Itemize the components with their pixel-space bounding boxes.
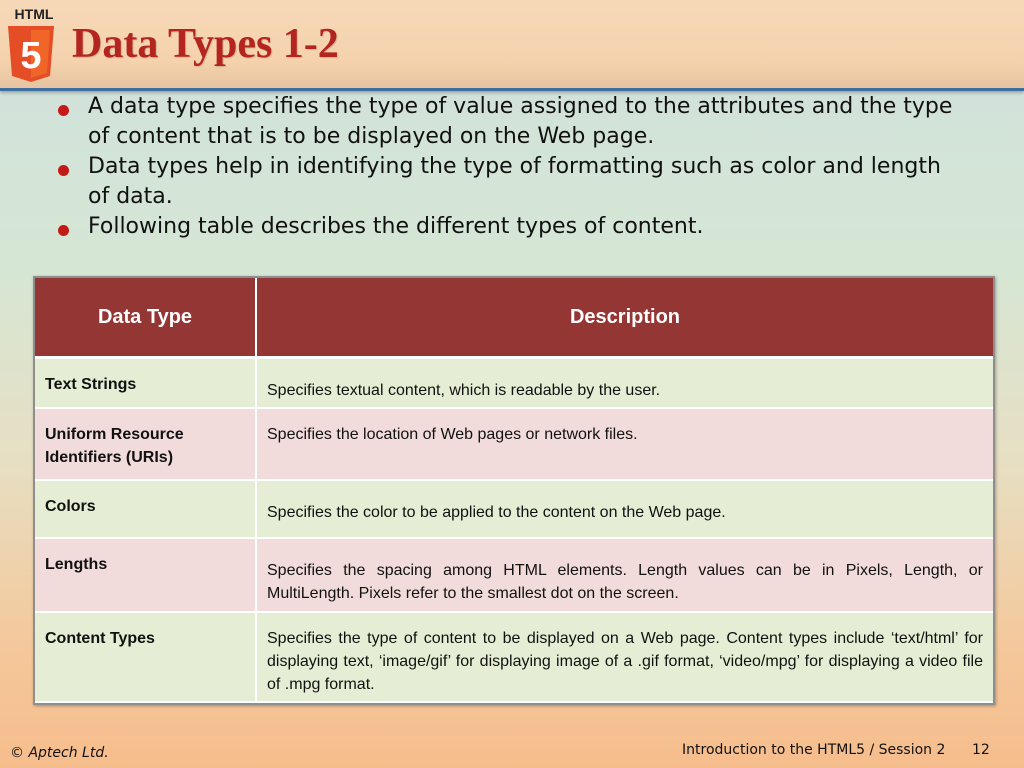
copyright-text: © Aptech Ltd. — [10, 745, 109, 761]
bullet-item — [56, 152, 956, 212]
description-cell: Specifies the location of Web pages or network files. — [256, 408, 993, 480]
description-cell: Specifies the spacing among HTML elements. Length values can be in Pixels, Length, or MultiLength. Pixels refer to the smallest dot on the screen. — [256, 538, 993, 612]
description-cell: Specifies the color to be applied to the content on the Web page. — [256, 480, 993, 538]
table-row — [35, 358, 993, 408]
bullet-text: Following table describes the different types of content. — [88, 214, 704, 239]
description-cell: Specifies textual content, which is readable by the user. — [256, 358, 993, 408]
table-header-row — [35, 278, 993, 358]
logo-digit: 5 — [20, 35, 42, 77]
bullet-dot-icon — [58, 105, 69, 116]
table-row — [35, 408, 993, 480]
data-type-cell: Text Strings — [35, 358, 256, 408]
page-number: 12 — [972, 742, 990, 758]
data-types-table — [33, 276, 995, 705]
slide-title: Data Types 1-2 — [72, 21, 339, 67]
table-row — [35, 480, 993, 538]
data-type-cell: Lengths — [35, 538, 256, 612]
bullet-text: A data type specifies the type of value assigned to the attributes and the type of content that is to be displayed on the Web page. — [88, 94, 953, 149]
bullet-list — [56, 92, 956, 242]
data-type-cell: Content Types — [35, 612, 256, 703]
data-type-cell: Colors — [35, 480, 256, 538]
description-cell: Specifies the type of content to be displayed on a Web page. Content types include ‘text/html’ for displaying text, ‘image/gif’ for displaying image of a .gif format, ‘video/mpg’ for displaying a video file of .mpg format. — [256, 612, 993, 703]
logo-text: HTML — [14, 6, 54, 22]
table-row — [35, 612, 993, 703]
column-header-data-type: Data Type — [35, 278, 256, 358]
table-row — [35, 538, 993, 612]
html5-logo-icon — [2, 4, 60, 84]
session-text: Introduction to the HTML5 / Session 2 — [682, 742, 946, 758]
bullet-dot-icon — [58, 165, 69, 176]
bullet-text: Data types help in identifying the type of formatting such as color and length of data. — [88, 154, 941, 209]
data-type-cell: Uniform Resource Identifiers (URIs) — [35, 408, 256, 480]
column-header-description: Description — [256, 278, 993, 358]
bullet-dot-icon — [58, 225, 69, 236]
slide-header — [0, 0, 1024, 91]
bullet-item — [56, 92, 956, 152]
bullet-item — [56, 212, 956, 242]
